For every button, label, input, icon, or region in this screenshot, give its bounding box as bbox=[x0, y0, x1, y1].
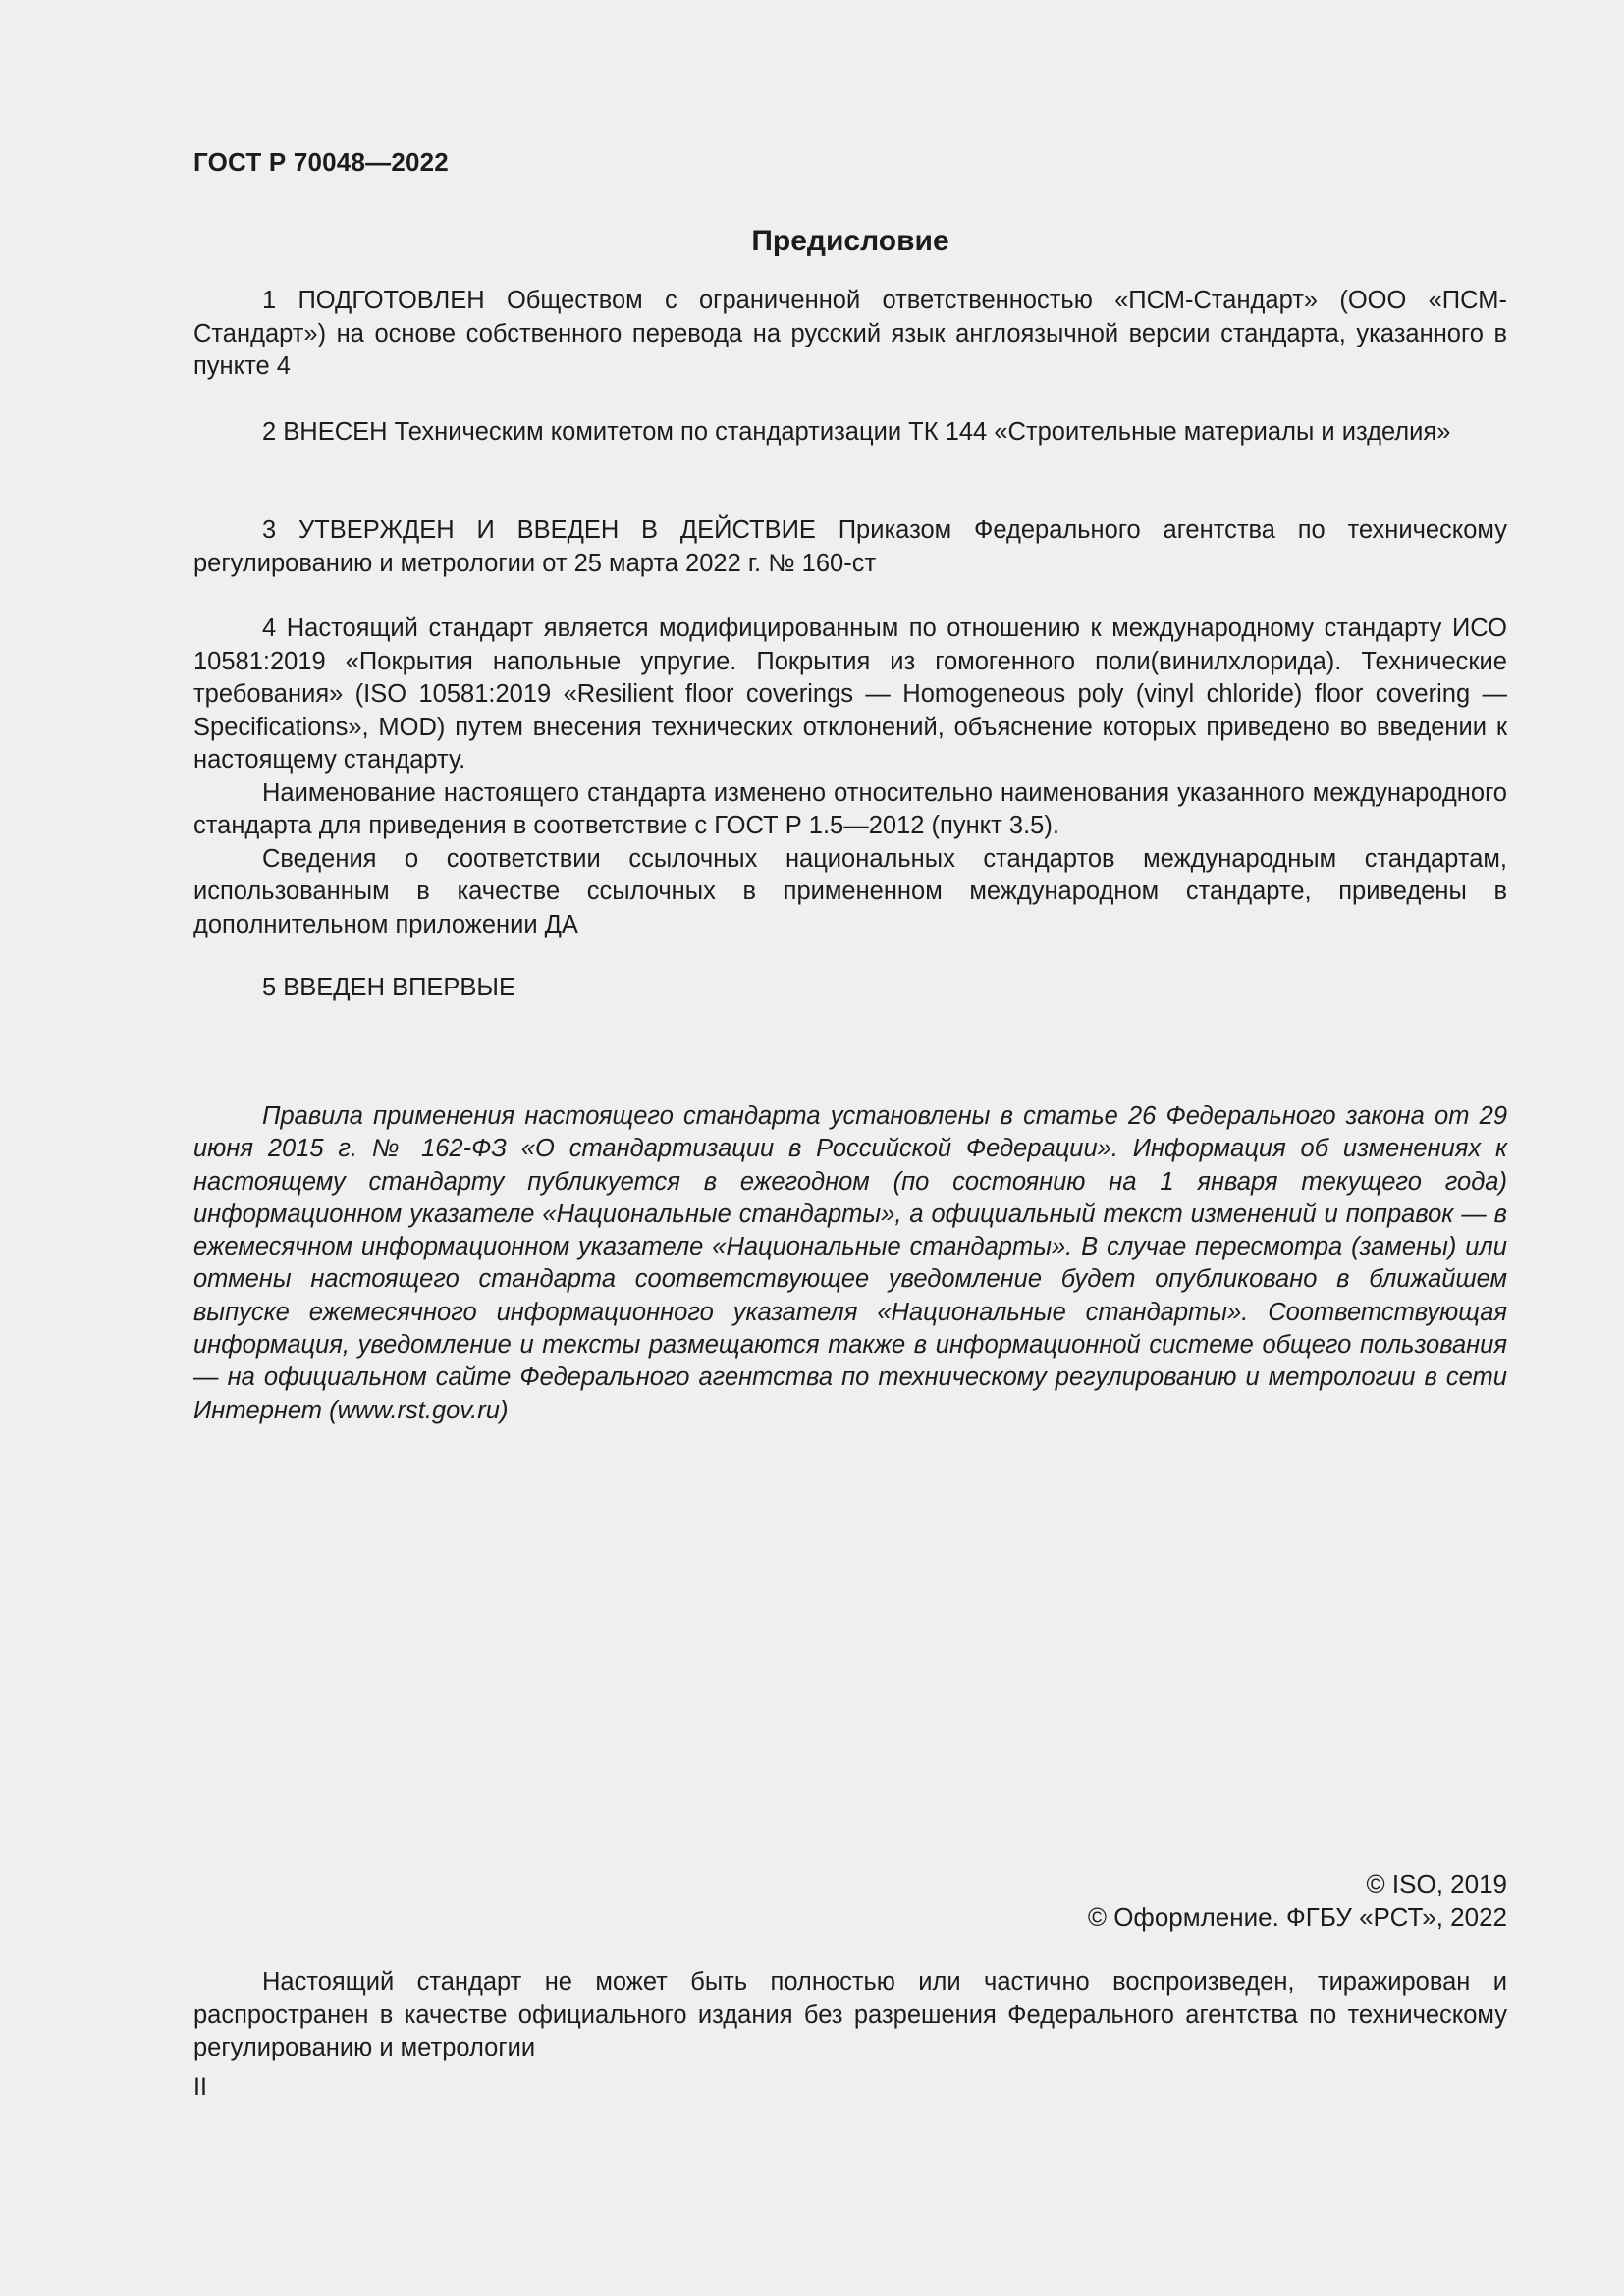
foreword-item-5 bbox=[193, 972, 1507, 1005]
foreword-item-1-text: 1 ПОДГОТОВЛЕН Обществом с ограниченной ответственностью «ПСМ-Стандарт» (ООО «ПСМ-Стандарт») на основе собственного перевода на русский язык англоязычной версии стандарта, указанного в пункте 4 bbox=[193, 287, 1507, 380]
reproduction-notice bbox=[193, 1966, 1507, 2065]
reproduction-notice-text: Настоящий стандарт не может быть полностью или частично воспроизведен, тиражирован и распространен в качестве официального издания без разрешения Федерального агентства по техническому регулированию и метрологии bbox=[193, 1968, 1507, 2061]
foreword-item-4-paragraph-1: 4 Настоящий стандарт является модифицированным по отношению к международному стандарту ИСО 10581:2019 «Покрытия напольные упругие. Покрытия из гомогенного поли(винилхлорида). Технические требования» (ISO 10581:2019 «Resilient floor coverings — Homogeneous poly (vinyl chloride) floor covering — Specifications», MOD) путем внесения технических отклонений, объяснение которых приведено во введении к настоящему стандарту. bbox=[193, 614, 1507, 774]
document-code-header: ГОСТ Р 70048—2022 bbox=[193, 147, 449, 177]
page-title: Предисловие bbox=[751, 225, 949, 257]
foreword-item-3 bbox=[193, 514, 1507, 580]
foreword-item-1 bbox=[193, 285, 1507, 384]
copyright-design: © Оформление. ФГБУ «РСТ», 2022 bbox=[1087, 1901, 1507, 1932]
foreword-item-4 bbox=[193, 613, 1507, 941]
foreword-item-4-paragraph-2: Наименование настоящего стандарта изменено относительно наименования указанного международного стандарта для приведения в соответствие с ГОСТ Р 1.5—2012 (пункт 3.5). bbox=[193, 778, 1507, 839]
copyright-block bbox=[193, 1868, 1507, 1934]
page-number: II bbox=[193, 2073, 207, 2101]
copyright-iso: © ISO, 2019 bbox=[1366, 1869, 1507, 1898]
foreword-item-3-text: 3 УТВЕРЖДЕН И ВВЕДЕН В ДЕЙСТВИЕ Приказом Федерального агентства по техническому регулированию и метрологии от 25 марта 2022 г. № 160-ст bbox=[193, 516, 1507, 577]
foreword-item-4-paragraph-3: Сведения о соответствии ссылочных национальных стандартов международным стандартам, использованным в качестве ссылочных в примененном международном стандарте, приведены в дополнительном приложении ДА bbox=[193, 844, 1507, 938]
application-rules-text: Правила применения настоящего стандарта установлены в статье 26 Федерального закона от 29 июня 2015 г. № 162-ФЗ «О стандартизации в Российской Федерации». Информация об изменениях к настоящему стандарту публикуется в ежегодном (по состоянию на 1 января текущего года) информационном указателе «Национальные стандарты», а официальный текст изменений и поправок — в ежемесячном информационном указателе «Национальные стандарты». В случае пересмотра (замены) или отмены настоящего стандарта соответствующее уведомление будет опубликовано в ближайшем выпуске ежемесячного информационного указателя «Национальные стандарты». Соответствующая информация, уведомление и тексты размещаются также в информационной системе общего пользования — на официальном сайте Федерального агентства по техническому регулированию и метрологии в сети Интернет (www.rst.gov.ru) bbox=[193, 1102, 1507, 1424]
application-rules-block bbox=[193, 1100, 1507, 1427]
foreword-item-2-text: 2 ВНЕСЕН Техническим комитетом по стандартизации ТК 144 «Строительные материалы и изделия» bbox=[262, 418, 1451, 446]
foreword-item-5-text: 5 ВВЕДЕН ВПЕРВЫЕ bbox=[262, 974, 516, 1001]
foreword-item-2 bbox=[193, 416, 1507, 450]
